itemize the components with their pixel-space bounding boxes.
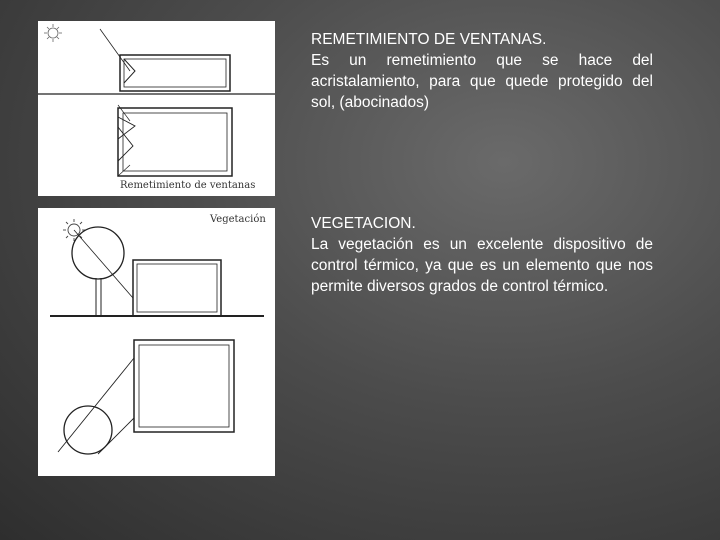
remetimiento-drawing [38, 21, 275, 196]
remetimiento-sketch [38, 21, 275, 196]
section-heading: VEGETACION. [311, 215, 416, 232]
section-remetimiento [311, 29, 653, 113]
section-body: La vegetación es un excelente dispositivo de control térmico, ya que es un elemento que nos permite diversos grados de control térmico. [311, 236, 653, 295]
figure2-caption: Vegetación [210, 214, 266, 225]
section-body: Es un remetimiento que se hace del acristalamiento, para que quede protegido del sol, (abocinados) [311, 52, 653, 111]
sun-icon [44, 24, 62, 42]
vegetacion-drawing [38, 208, 275, 476]
vegetacion-sketch [38, 208, 275, 476]
figure1-caption: Remetimiento de ventanas [120, 180, 256, 191]
section-heading: REMETIMIENTO DE VENTANAS. [311, 31, 547, 48]
section-vegetacion [311, 213, 653, 297]
